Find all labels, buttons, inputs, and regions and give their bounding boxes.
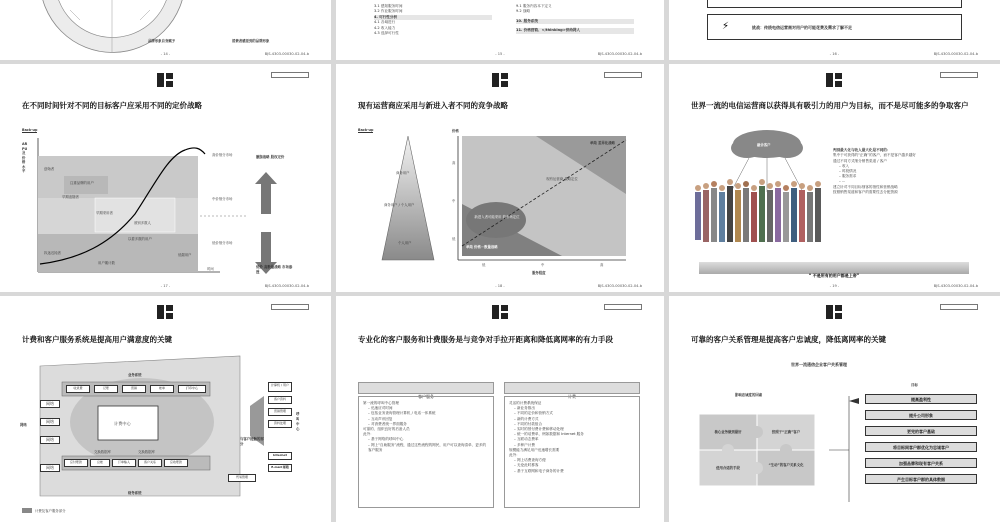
page-number: - 17 - [160,284,171,288]
module-box: 帐单 [150,385,174,393]
slide-20[interactable] [0,296,331,522]
right-box: 计算机 / 用户 [268,382,292,392]
puzzle-piece: 核心业务做到最好 [714,430,742,434]
service-item: 第一流的呼叫中心管理 [363,401,399,405]
outline-row: 4.3 选择可行性 [374,31,399,36]
quadrant-label: 单纯 差异化战略 [590,141,615,145]
insight-item: 建立针对不同目标细客的指性和营销战略 [833,184,898,189]
goal-item: 产生目标客户群的具体数据 [865,474,977,484]
zone-label: 高价细分市场 [212,153,233,157]
module-box: 订单输入 [112,459,136,467]
email-box: E-mail 邮箱 [268,464,292,472]
service-item: – 对消费者统一界面服务 [368,421,407,426]
pyramid-tier: 商务用户 [396,171,410,175]
mid-label: 交换数据库 [94,450,111,454]
module-box: 应收账款 [164,459,188,467]
doc-code: BJS-4303-00030-02-04-b [597,52,642,56]
page-title: 世界一流的电信运营商以获得具有吸引力的用户为目标，而不是尽可能多的争取客户 [691,101,969,110]
mid-label: 交换数据库 [138,450,155,454]
insight-item: – ... [839,179,846,184]
module-box: 记账 [94,385,118,393]
goal-item: 将目标网客户群优化为忠诚客户 [865,442,977,452]
module-box: 打印中心 [178,385,206,393]
outline-row: 3.2 作业服务时间 [374,9,403,14]
insight-item: 通过不同方式细分销售渠道 / 客户 [833,158,887,163]
goal-item: 加强品牌和现有客户关系 [865,458,977,468]
billing-item: – 多种户计费 [514,442,535,447]
billing-item: – 实时的预付费计费和移动处理 [514,427,564,432]
right-box: 资料处理 [268,420,292,428]
y-level: 高 [452,161,456,165]
insight-item: 集中于可获得的“正确”的客户，而不是客户越多越好 [833,153,916,158]
area-label: 以着多数的用户 [128,237,152,241]
area-label: 注重品牌的用户 [70,181,94,185]
area-label: 创始者 [44,167,55,171]
col-header-label: 客户服务 [418,394,434,399]
center-label: 计费中心 [114,421,131,426]
area-label: 执迷迟钝者 [44,251,61,255]
x-axis-label: 时间 [207,267,214,271]
slide-16[interactable] [669,0,1000,60]
page-number: - 15 - [495,52,505,56]
y-level: 中 [452,199,456,203]
pyramid-tier: 个人用户 [398,241,412,245]
pyramid-tier: 商务用户 / 个人用户 [384,203,415,207]
insight-heading: 判别最大化与收入最大化是不同的： [833,148,891,152]
puzzle-piece: 按照于“正确”客户 [771,430,801,434]
module-box: 应付账款 [64,459,88,467]
strategy-diagram [336,64,664,292]
col-header-billing [504,382,640,399]
crm-subtitle: 世界一流通信企业客户关系管理 [791,362,847,367]
y-level: 低 [452,237,456,241]
quote-banner [699,262,969,278]
call-center-label: 呼叫中心 [296,412,300,431]
goals-list [865,394,977,490]
page-title: 计费和客户服务系统是提高用户满意度的关键 [22,335,172,344]
brand-wheel-diagram [0,0,331,60]
col-header-service [358,382,494,399]
outline-row: 4.2 收入能力 [374,25,396,30]
quote-text: “ 不是所有的用户都是上帝” [808,273,860,278]
y-axis-label: 价格 [452,129,459,133]
page-number: - 19 - [829,284,840,288]
page-title: 专业化的客户服务和计费服务是与竞争对手拉开距离和降低离网率的有力手段 [358,335,613,344]
outline-row: 9.2 战略 [516,9,531,14]
strategy-bottom: 低价 高数量战略 市场渗透 [256,265,293,274]
billing-item: – 无论此时都客 [514,463,539,468]
x-axis-label-2: 用户累计数 [98,261,115,265]
page-number: - 16 - [829,52,840,56]
service-item: – 基于网络的呼叫中心 [368,437,404,442]
nav-tag [594,304,642,315]
slide-21[interactable] [336,296,664,522]
zone-label: 低价细分市场 [212,241,233,245]
billing-column [504,396,640,508]
page-title: 现有运营商应采用与新进入者不同的竞争战略 [358,101,508,110]
lightning-icon: ⚡ [722,21,730,32]
billing-list [509,401,635,474]
service-item: 可靠的、组织良好的后备人员 [363,427,410,432]
module-box: 客户关系 [138,459,162,467]
outline-row-highlight: 4. 可行性分析 [374,15,492,20]
goal-item: 更完的客户基础 [865,426,977,436]
billing-item: – 网上话费查询方便 [514,458,546,463]
insight-item: – 收入 [839,163,850,168]
insight-panel [833,148,983,195]
insight-list [833,153,983,195]
company-logo [492,304,508,318]
col-header-label: 计费 [568,394,576,399]
service-column [358,396,494,508]
doc-code: BJS-4303-00030-02-04-b [264,52,309,56]
pricing-chart [0,64,331,292]
insight-item: – 服务需求 [839,174,857,179]
slide-14[interactable] [0,0,331,60]
area-label: 低端用户 [178,253,192,257]
outline-row-highlight: 10. 服务系统 [516,19,634,24]
billing-item: 灵活的计费系统保证 [509,401,542,405]
billing-item: 规模能力满足用户迅速增长需要 [509,447,560,452]
x-level: 中 [541,263,545,267]
outline-row: 4.1 各域进行 [374,20,396,25]
billing-item: – 新的计费方式 [514,416,539,421]
module-box: 贸易管理 [228,474,256,482]
service-item: 此外： [363,432,374,437]
billing-item: – 互联动态费率 [514,437,539,442]
x-level: 高 [600,263,604,267]
network-box: 网络 [40,400,60,408]
quadrant-label: 新进入者可能采用 的市场定位 [474,215,520,219]
page-title: 可靠的客户关系管理是提高客户忠诚度，降低离网率的关键 [691,335,886,344]
outline-right [516,4,634,34]
top-system: 业务系统 [128,373,142,377]
service-list [363,401,489,453]
legend-label: 计费及客户服务部分 [35,509,66,513]
area-label: 早期追随者 [62,195,79,199]
service-item: – 包括业务查询管理计算机 / 电话一体系统 [368,411,436,416]
service-item: – 互动声讯回复 [368,416,393,421]
right-group-label: 与客户接触的部分 [240,437,264,446]
legend-swatch [22,508,32,513]
challenge-text: 挑战：传统电信运营商对用户的可能花费及需求了解不足 [752,25,852,30]
module-box: 收录费 [66,385,90,393]
service-item: – 迅速应对时间 [368,406,393,411]
network-box: 网络 [40,464,60,472]
doc-code: BJS-4303-00030-02-04-b [933,284,978,288]
outline-row: 3.1 感知服务时间 [374,4,403,8]
strategy-top: 撤脂战略 股权定价 [256,155,285,159]
outline-row-highlight: 11. 价格营销、</thinking>供给网人 [516,28,634,33]
doc-code: BJS-4303-00030-02-04-b [597,284,642,288]
goal-item: 提高盈利性 [865,394,977,404]
billing-item: – 统一的话费单，例如数据和 Internet 服务 [514,432,584,437]
outline-row: 9.1 服务内容本下定义 [516,4,552,8]
area-label: 被别多数人 [134,221,151,225]
slide-17[interactable] [0,64,331,292]
top-box [707,0,962,8]
billing-item: – 不同的付款组合 [514,421,543,426]
billing-item: – 基于互联网和电子商务的计费 [514,468,564,473]
right-box: 客户资料 [268,396,292,404]
puzzle-piece: 使用合适的手段 [716,466,740,470]
network-box: 网络 [40,418,60,426]
slide-15[interactable] [336,0,664,60]
right-box: 营销管理 [268,408,292,416]
service-item: – 网上“自助服务”流程，通过这些流程的网民，用户可以查询清单、更多的客户服务 [368,442,487,452]
module-box: 总帐 [90,459,110,467]
backup-label: Back-up [358,128,374,132]
page-number: - 14 - [160,52,171,56]
challenge-box [707,14,962,40]
network-box: 网络 [40,436,60,444]
goal-item: 提升公司形象 [865,410,977,420]
y-axis-label: ARPU及价格水平 [22,142,28,173]
brand-label-self: 品牌形象自身赋予 [148,39,176,43]
outline-left [374,4,492,36]
puzzle-piece: “生动”的客户关系文化 [768,463,804,467]
quadrant-label: 现有运营商 战略定位 [546,177,578,181]
internet-box: Internet [268,452,292,460]
page-number: - 18 - [495,284,505,288]
area-label: 早期采用者 [96,211,113,215]
zone-label: 中价细分市场 [212,197,233,201]
side-label: 网络 [20,423,27,427]
doc-code: BJS-4303-00030-02-04-b [933,52,978,56]
page-title: 在不同时间针对不同的目标客户应采用不同的定价战略 [22,101,202,110]
x-level: 低 [482,263,486,267]
cloud-label: 融合客户 [757,143,771,147]
insight-item: 按照销售渠道和客户的需要性去分配资源 [833,189,898,194]
loyalty-heading: 影响忠诚度的因素 [735,393,763,397]
billing-item: – 不同的定价和营销方式 [514,411,553,416]
module-box: 营销 [122,385,146,393]
x-axis-label: 服务程度 [532,271,546,275]
bottom-system: 财务系统 [128,491,142,495]
billing-item: – 新业务推出 [514,406,535,411]
slide-22[interactable] [669,296,1000,522]
brand-label-perceived: 消费者感觉到的品牌形象 [232,39,270,43]
quadrant-label: 单纯 价格－数量战略 [466,245,498,249]
billing-item: 此外： [509,453,520,458]
insight-item: – 时段情况 [839,169,857,174]
doc-code: BJS-4303-00030-02-04-b [264,284,309,288]
slide-19[interactable] [669,64,1000,292]
backup-label: Back-up [22,128,38,132]
slide-18[interactable] [336,64,664,292]
goals-heading: 目标 [911,383,918,387]
